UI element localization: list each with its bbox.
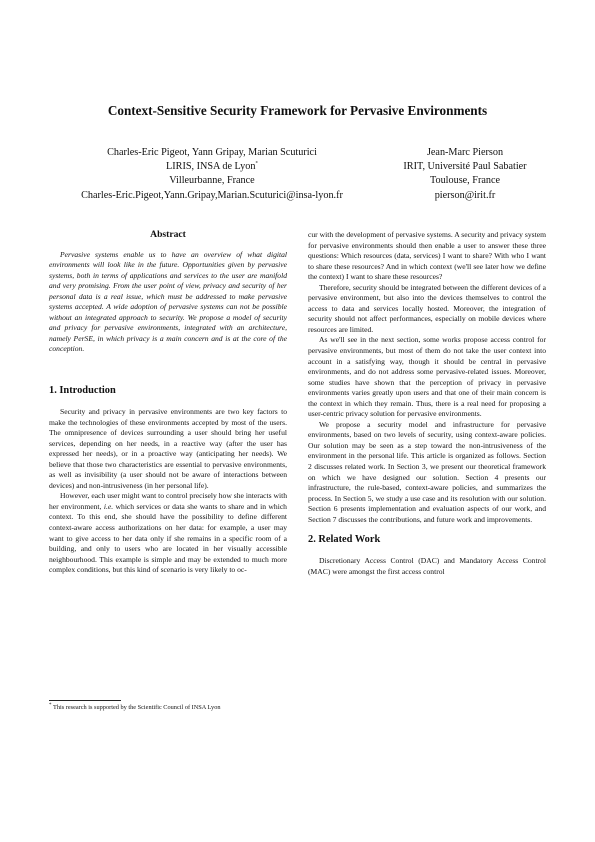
author-affiliation: IRIT, Université Paul Sabatier [403, 161, 527, 173]
footnote-text: * This research is supported by the Scientific Council of INSA Lyon [49, 702, 221, 711]
intro-paragraph-2-continued: cur with the development of pervasive systems. A security and privacy system for pervasive environments should then enable a user to answer these three questions: Which resources (data, services) I want to share? With who I want to share these resources? And in which context (we'll see later how we define the context) I want to share these resources? [308, 230, 546, 282]
intro-paragraph-5: We propose a security model and infrastructure for pervasive environments, based on two levels of security, using context-aware policies. Our solution may be seen as a step toward the non-intrusiveness of the environment in the personal life. This article is organized as follows. Section 2 discusses related work. In Section 3, we present our theoretical framework on which we have designed our solution. Section 4 presents our infrastructure, the rule-based, context-aware policies, and summarizes the process. In Section 5, we study a use case and its resolution with our solution. Section 6 presents implementation and evaluation aspects of our work, and Section 7 discusses the contributions, and future work and improvements. [308, 419, 546, 524]
section-heading-related-work: 2. Related Work [308, 534, 381, 546]
section-heading-introduction: 1. Introduction [49, 385, 116, 397]
intro-paragraph-3: Therefore, security should be integrated between the different devices of a pervasive environment, but also into the devices themselves to control the access to data and services locally hosted. Moreover, the integration of security should not affect performances, especially on mobile devices where resources are limited. [308, 282, 546, 334]
author-location: Villeurbanne, France [169, 175, 255, 187]
right-column [308, 230, 546, 577]
author-email: pierson@irit.fr [434, 189, 496, 201]
related-paragraph-1: Discretionary Access Control (DAC) and Mandatory Access Control (MAC) were amongst the first access control [308, 556, 546, 576]
author-affiliation: LIRIS, INSA de Lyon* [166, 161, 258, 173]
abstract-text: Pervasive systems enable us to have an overview of what digital environments will look like in the future. Opportunities given by pervasive systems, both in terms of applications and services to the user are manifold and very promising. From the user point of view, privacy and security of her personal data is a real issue, which must be addressed to make pervasive systems accepted. A wide adoption of pervasive systems can not be possible without an integrated approach to security. We propose a model of security and privacy for pervasive environments, integrated with an architecture, namely PerSE, in which privacy is a main concern and is at the core of the conception. [49, 249, 287, 354]
author-location: Toulouse, France [429, 175, 500, 187]
abstract-heading: Abstract [150, 229, 186, 240]
left-column [49, 230, 287, 576]
intro-paragraph-2: However, each user might want to control precisely how she interacts with her environment, i.e. which services or data she wants to share and in which context. To this end, she should have the possibility to define different context-aware access authorizations on her data: for example, a user may want to give access to her data only if she remains in a specific room of a building, and only to users who are located in her visually accessible neighbourhood. This example is simple and may be extended to much more complex conditions, but this kind of scenario is very likely to oc- [49, 491, 287, 575]
author-names: Jean-Marc Pierson [426, 147, 504, 158]
footnote [49, 700, 287, 712]
authors-right-block [380, 146, 550, 203]
author-email: Charles-Eric.Pigeot,Yann.Gripay,Marian.Scuturici@insa-lyon.fr [81, 189, 343, 201]
intro-paragraph-1: Security and privacy in pervasive environments are two key factors to make the technologies of these environments accepted by most of the users. The omnipresence of devices surrounding a user should bring her useful services, depending on her needs, in a reactive way (after the user has expressed her needs), or in a proactive way (anticipating her needs). We believe that those two characteristics are essential to pervasive environments, as well as invisibility (a user should not be aware of interactions between devices) and non-intrusiveness (in her personal life). [49, 407, 287, 490]
footnote-rule [49, 700, 121, 701]
footnote-marker: * [255, 161, 258, 167]
paper-title: Context-Sensitive Security Framework for Pervasive Environments [107, 103, 488, 118]
intro-paragraph-4: As we'll see in the next section, some works propose access control for pervasive environments, but most of them do not take the user context into account in a satisfying way, though it should be central in pervasive environments, and do not address some pervasive-related issues. Moreover, some studies have shown that the perception of privacy in pervasive environments varies greatly upon users and that one of their main concern is the context in which they remain. Thus, there is a real need for proposing a user-centric privacy solution for pervasive environments. [308, 335, 546, 419]
authors-left-block [52, 146, 372, 203]
author-names: Charles-Eric Pigeot, Yann Gripay, Marian Scuturici [107, 147, 317, 158]
